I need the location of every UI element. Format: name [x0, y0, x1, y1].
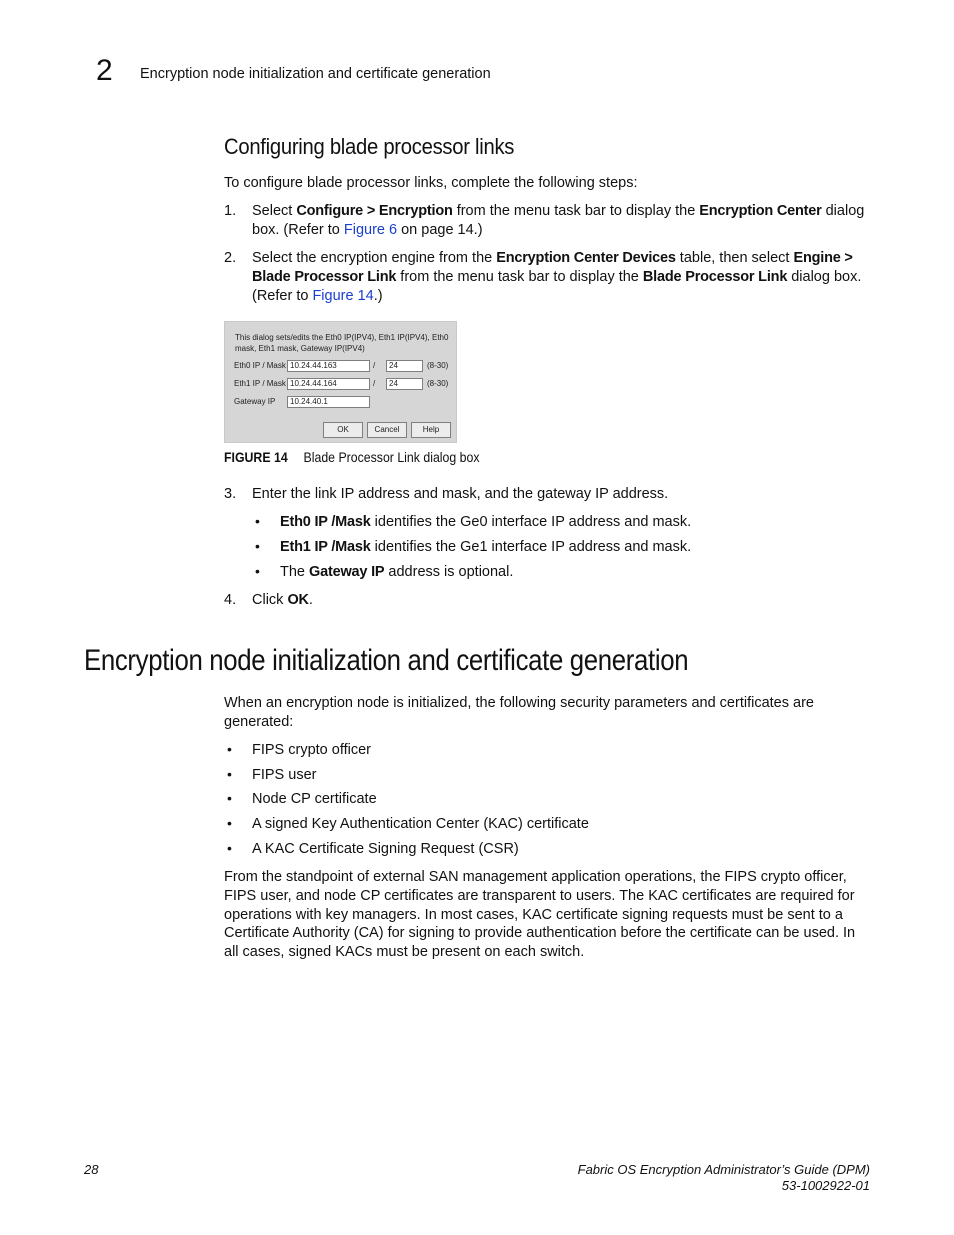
step-3-bullet-eth1: Eth1 IP /Mask identifies the Ge1 interface IP address and mask.	[280, 539, 692, 555]
step-4: Click OK.	[252, 592, 313, 608]
blade-processor-link-dialog	[224, 321, 457, 443]
eth0-label: Eth0 IP / Mask	[234, 361, 286, 370]
footer-info	[578, 1162, 870, 1194]
section-2-intro: When an encryption node is initialized, the following security parameters and certificates are generated:	[224, 695, 814, 730]
list-item: Node CP certificate	[252, 791, 377, 807]
bullet-marker: •	[255, 513, 260, 529]
eth0-mask-input[interactable]: 24	[386, 360, 423, 372]
figure-caption	[224, 449, 480, 465]
eth0-slash: /	[373, 361, 376, 370]
step-1: Select Configure > Encryption from the menu task bar to display the Encryption Center dialog box. (Refer to Figure 6 on page 14.)	[252, 203, 865, 238]
page-number: 28	[84, 1162, 99, 1177]
gateway-ip-input[interactable]: 10.24.40.1	[287, 396, 370, 408]
bullet-marker: •	[227, 790, 232, 806]
eth1-slash: /	[373, 379, 376, 388]
gateway-label: Gateway IP	[234, 397, 276, 406]
help-button[interactable]: Help	[411, 422, 451, 438]
running-header: Encryption node initialization and certificate generation	[140, 66, 491, 82]
bullet-marker: •	[227, 766, 232, 782]
step-1-number: 1.	[224, 203, 237, 219]
list-item: A signed Key Authentication Center (KAC) certificate	[252, 816, 589, 832]
eth1-label: Eth1 IP / Mask	[234, 379, 286, 388]
ok-button[interactable]: OK	[323, 422, 363, 438]
eth0-range: (8-30)	[427, 361, 449, 370]
step-2: Select the encryption engine from the Encryption Center Devices table, then select Engine > Blade Processor Link from the menu task bar to display the Blade Processor Link dialog box. (Refer to Figure 14.)	[252, 250, 862, 304]
step-3: Enter the link IP address and mask, and the gateway IP address.	[252, 486, 669, 502]
list-item: A KAC Certificate Signing Request (CSR)	[252, 841, 519, 857]
section-2-paragraph: From the standpoint of external SAN management application operations, the FIPS crypto officer, FIPS user, and node CP certificates are transparent to users. The KAC certificates are required for operations with key managers. In most cases, KAC certificate signing requests must be sent to a Certificate Authority (CA) for signing to provide authentication before the certificate can be used. In all cases, signed KACs must be present on each switch.	[224, 869, 856, 961]
dialog-description: This dialog sets/edits the Eth0 IP(IPV4), Eth1 IP(IPV4), Eth0 mask, Eth1 mask, Gateway IP(IPV4)	[235, 333, 449, 353]
step-4-number: 4.	[224, 592, 237, 608]
step-2-number: 2.	[224, 250, 237, 266]
eth1-ip-input[interactable]: 10.24.44.164	[287, 378, 370, 390]
eth1-mask-input[interactable]: 24	[386, 378, 423, 390]
section-intro: To configure blade processor links, complete the following steps:	[224, 175, 638, 191]
step-3-bullet-gateway: The Gateway IP address is optional.	[280, 564, 514, 580]
bullet-marker: •	[255, 538, 260, 554]
figure-label: FIGURE 14	[224, 449, 288, 465]
eth1-range: (8-30)	[427, 379, 449, 388]
bullet-marker: •	[227, 840, 232, 856]
list-item: FIPS crypto officer	[252, 742, 371, 758]
bullet-marker: •	[227, 741, 232, 757]
figure-caption-text: Blade Processor Link dialog box	[303, 449, 480, 465]
step-3-bullet-eth0: Eth0 IP /Mask identifies the Ge0 interface IP address and mask.	[280, 514, 692, 530]
eth0-ip-input[interactable]: 10.24.44.163	[287, 360, 370, 372]
chapter-number: 2	[96, 54, 113, 87]
doc-number: 53-1002922-01	[781, 1178, 870, 1193]
section-heading-node-init: Encryption node initialization and certificate generation	[84, 644, 689, 677]
section-heading-blade-links: Configuring blade processor links	[224, 134, 515, 159]
step-3-number: 3.	[224, 486, 237, 502]
figure-6-link[interactable]: Figure 6	[343, 221, 398, 238]
cancel-button[interactable]: Cancel	[367, 422, 407, 438]
bullet-marker: •	[255, 563, 260, 579]
figure-14-link[interactable]: Figure 14	[312, 287, 374, 304]
bullet-marker: •	[227, 815, 232, 831]
book-title: Fabric OS Encryption Administrator’s Guide (DPM)	[577, 1162, 870, 1177]
list-item: FIPS user	[252, 767, 317, 783]
